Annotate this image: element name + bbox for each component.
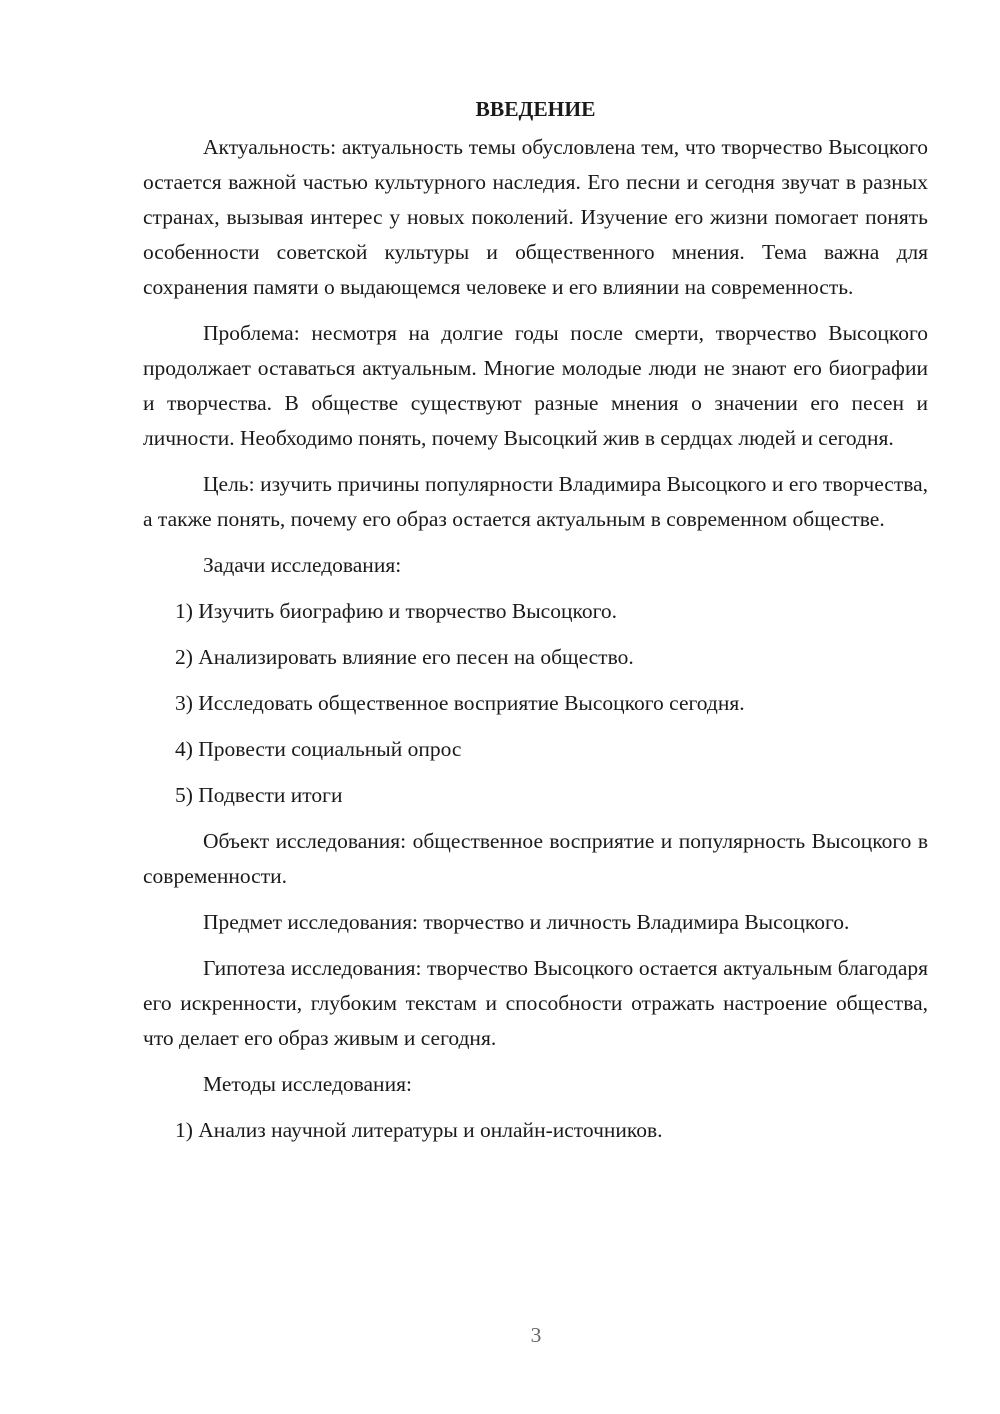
subject-paragraph: Предмет исследования: творчество и личность Владимира Высоцкого.: [203, 910, 850, 934]
relevance-paragraph: Актуальность: актуальность темы обусловлена тем, что творчество Высоцкого остается важной частью культурного наследия. Его песни и сегодня звучат в разных странах, вызывая интерес у новых поколений. Изучение его жизни помогает понять особенности советской культуры и общественного мнения. Тема важна для сохранения памяти о выдающемся человеке и его влиянии на современность.: [143, 135, 928, 299]
tasks-list: [143, 594, 928, 813]
tasks-label: Задачи исследования:: [203, 553, 402, 577]
list-item: 1) Изучить биографию и творчество Высоцкого.: [175, 599, 617, 623]
hypothesis-paragraph: Гипотеза исследования: творчество Высоцкого остается актуальным благодаря его искренности, глубоким текстам и способности отражать настроение общества, что делает его образ живым и сегодня.: [143, 956, 928, 1050]
goal-paragraph: Цель: изучить причины популярности Владимира Высоцкого и его творчества, а также понять, почему его образ остается актуальным в современном обществе.: [143, 472, 928, 531]
methods-label: Методы исследования:: [203, 1072, 412, 1096]
list-item: 4) Провести социальный опрос: [175, 737, 462, 761]
list-item: 1) Анализ научной литературы и онлайн-источников.: [175, 1118, 663, 1142]
methods-list: [143, 1113, 928, 1148]
problem-paragraph: Проблема: несмотря на долгие годы после смерти, творчество Высоцкого продолжает оставаться актуальным. Многие молодые люди не знают его биографии и творчества. В обществе существуют разные мнения о значении его песен и личности. Необходимо понять, почему Высоцкий жив в сердцах людей и сегодня.: [143, 321, 928, 450]
page-number: 3: [530, 1323, 542, 1347]
page-content: [143, 92, 928, 1159]
object-paragraph: Объект исследования: общественное восприятие и популярность Высоцкого в современности.: [143, 829, 928, 888]
section-title: ВВЕДЕНИЕ: [475, 97, 596, 121]
list-item: 5) Подвести итоги: [175, 783, 343, 807]
list-item: 3) Исследовать общественное восприятие Высоцкого сегодня.: [175, 691, 745, 715]
list-item: 2) Анализировать влияние его песен на общество.: [175, 645, 634, 669]
